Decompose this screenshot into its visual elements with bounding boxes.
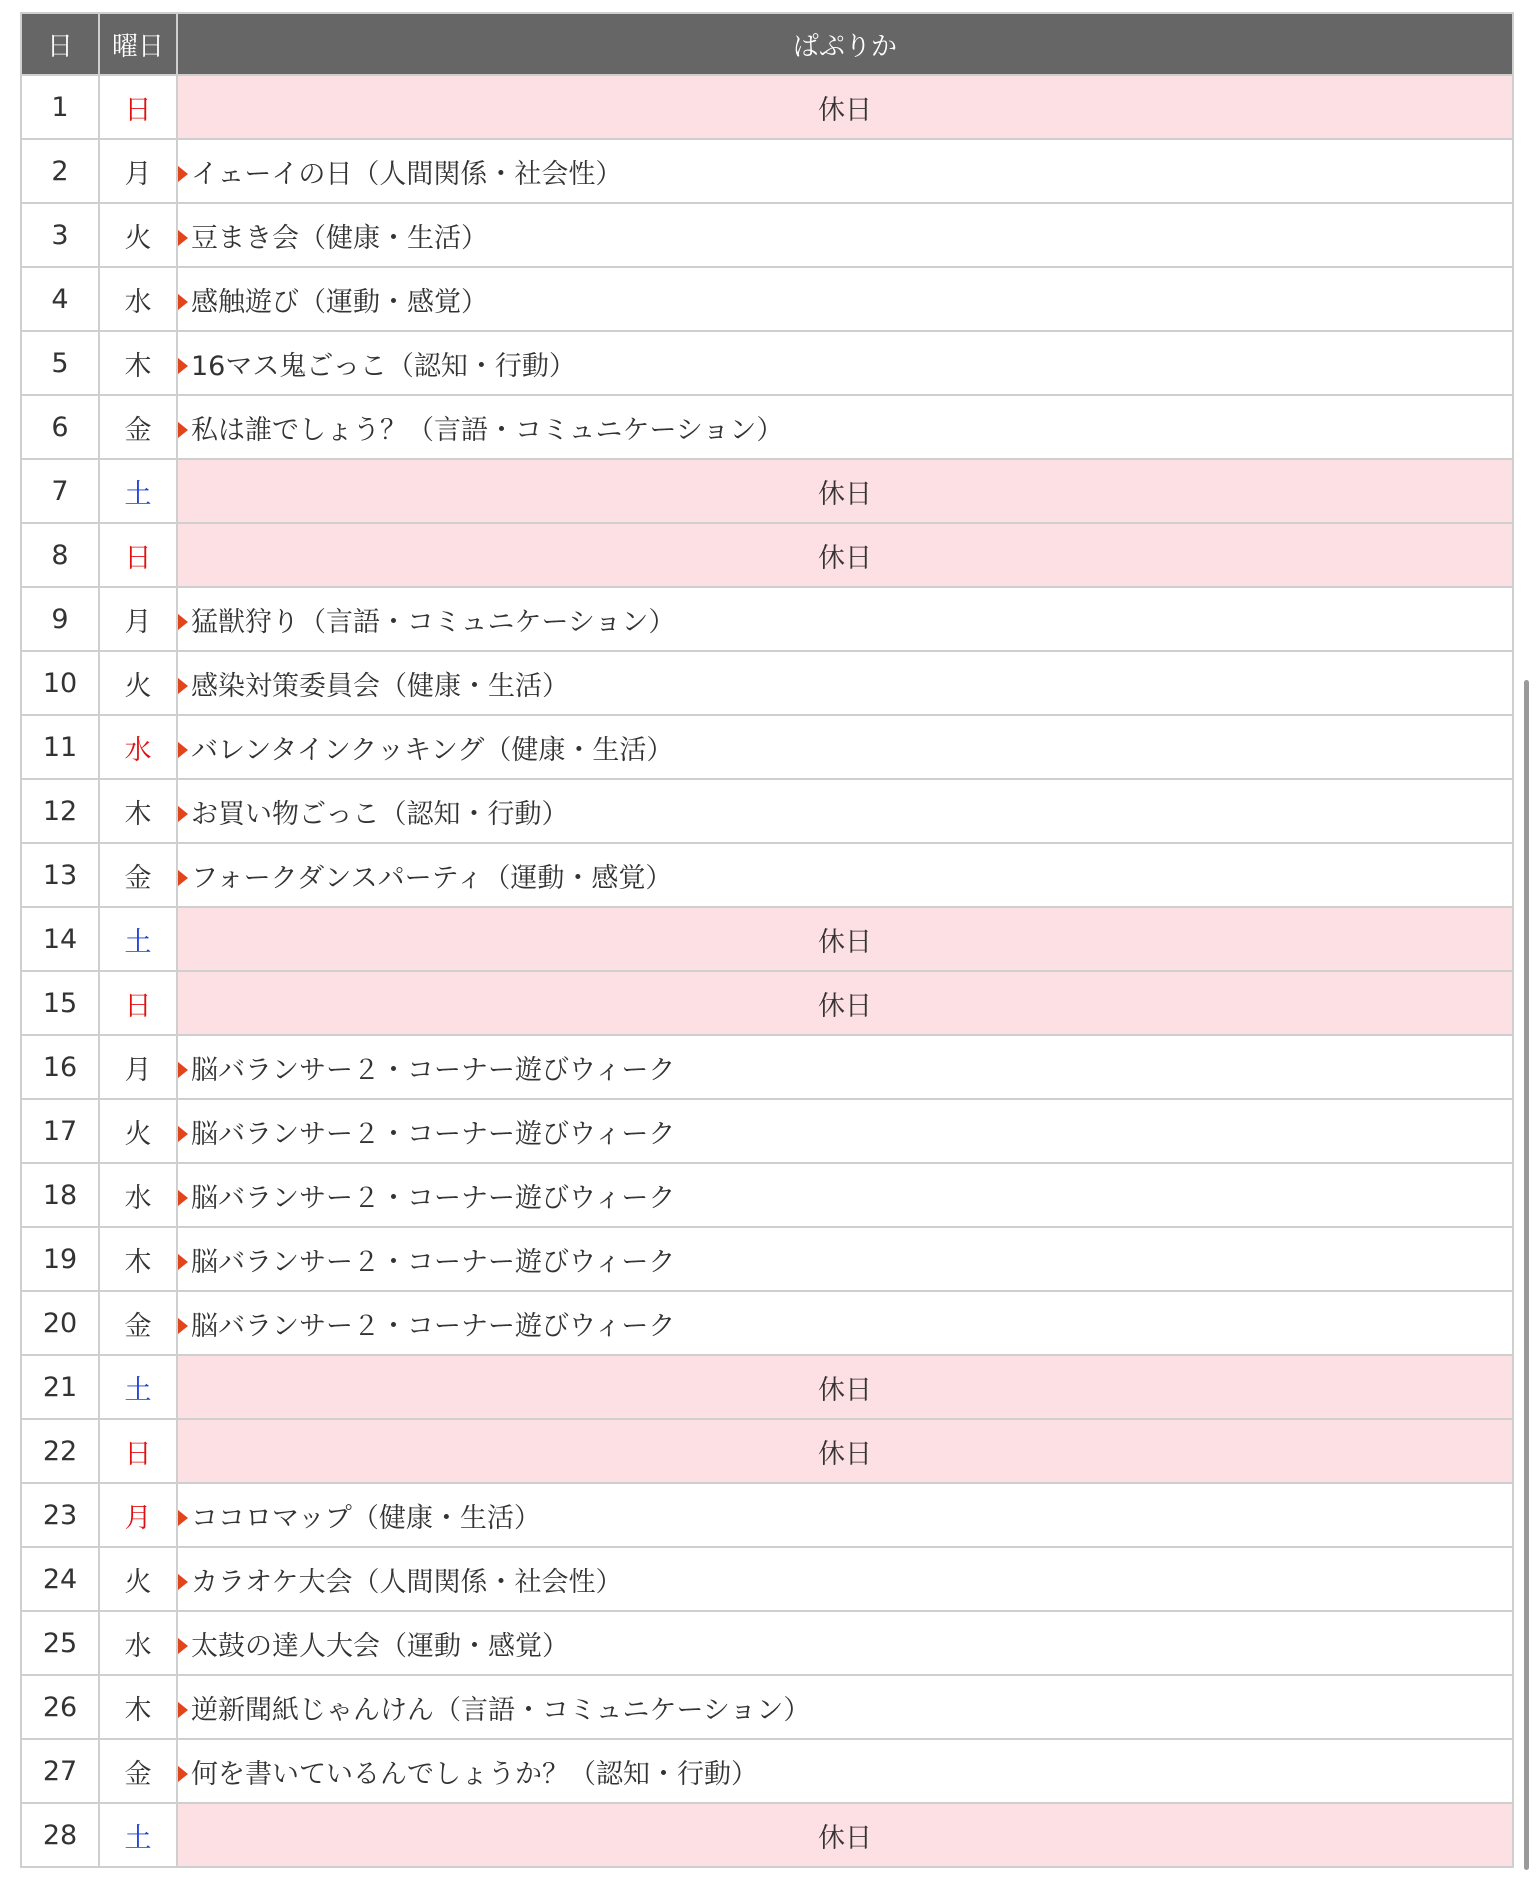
activity-label: 何を書いているんでしょうか？（認知・行動） [191, 1758, 758, 1790]
weekday: 金 [99, 1291, 177, 1355]
table-row [21, 971, 1513, 1035]
triangle-marker-icon [178, 1190, 188, 1206]
triangle-marker-icon [178, 1318, 188, 1334]
table-row [21, 1739, 1513, 1803]
table-row [21, 1483, 1513, 1547]
activity-label: 脳バランサー２・コーナー遊びウィーク [191, 1246, 676, 1278]
weekday: 日 [99, 523, 177, 587]
header-weekday: 曜日 [99, 13, 177, 75]
day-number: 16 [21, 1035, 99, 1099]
holiday-cell [177, 459, 1513, 523]
weekday: 土 [99, 907, 177, 971]
day-number: 6 [21, 395, 99, 459]
day-number: 13 [21, 843, 99, 907]
table-row [21, 651, 1513, 715]
table-row [21, 1035, 1513, 1099]
activity-cell [177, 587, 1513, 651]
schedule-table [20, 12, 1514, 1868]
table-row [21, 587, 1513, 651]
day-number: 26 [21, 1675, 99, 1739]
triangle-marker-icon [178, 358, 188, 374]
weekday: 水 [99, 1611, 177, 1675]
weekday: 月 [99, 587, 177, 651]
activity-label: 豆まき会（健康・生活） [191, 222, 488, 254]
triangle-marker-icon [178, 422, 188, 438]
triangle-marker-icon [178, 1702, 188, 1718]
holiday-cell [177, 1419, 1513, 1483]
day-number: 14 [21, 907, 99, 971]
holiday-cell [177, 1355, 1513, 1419]
activity-cell [177, 1163, 1513, 1227]
table-row [21, 267, 1513, 331]
day-number: 15 [21, 971, 99, 1035]
table-row [21, 1803, 1513, 1867]
activity-label: イェーイの日（人間関係・社会性） [191, 158, 623, 190]
activity-label: 休日 [818, 990, 872, 1022]
day-number: 3 [21, 203, 99, 267]
day-number: 4 [21, 267, 99, 331]
table-row [21, 1547, 1513, 1611]
table-row [21, 1291, 1513, 1355]
holiday-cell [177, 907, 1513, 971]
scrollbar[interactable] [1524, 680, 1529, 1870]
weekday: 日 [99, 1419, 177, 1483]
weekday: 月 [99, 1483, 177, 1547]
activity-cell [177, 1483, 1513, 1547]
day-number: 1 [21, 75, 99, 139]
activity-label: 休日 [818, 1438, 872, 1470]
triangle-marker-icon [178, 1574, 188, 1590]
day-number: 7 [21, 459, 99, 523]
weekday: 金 [99, 1739, 177, 1803]
activity-label: 私は誰でしょう？（言語・コミュニケーション） [191, 414, 784, 446]
day-number: 2 [21, 139, 99, 203]
weekday: 金 [99, 395, 177, 459]
table-row [21, 1611, 1513, 1675]
activity-label: 休日 [818, 478, 872, 510]
activity-label: 脳バランサー２・コーナー遊びウィーク [191, 1182, 676, 1214]
triangle-marker-icon [178, 806, 188, 822]
activity-cell [177, 1291, 1513, 1355]
day-number: 12 [21, 779, 99, 843]
header-row [21, 13, 1513, 75]
triangle-marker-icon [178, 678, 188, 694]
weekday: 火 [99, 1099, 177, 1163]
activity-label: 休日 [818, 926, 872, 958]
table-row [21, 843, 1513, 907]
activity-cell [177, 1675, 1513, 1739]
day-number: 5 [21, 331, 99, 395]
activity-cell [177, 779, 1513, 843]
activity-label: カラオケ大会（人間関係・社会性） [191, 1566, 623, 1598]
triangle-marker-icon [178, 1254, 188, 1270]
activity-cell [177, 203, 1513, 267]
activity-label: 休日 [818, 94, 872, 126]
triangle-marker-icon [178, 1510, 188, 1526]
table-row [21, 1675, 1513, 1739]
header-day: 日 [21, 13, 99, 75]
triangle-marker-icon [178, 166, 188, 182]
day-number: 24 [21, 1547, 99, 1611]
activity-cell [177, 267, 1513, 331]
table-row [21, 75, 1513, 139]
triangle-marker-icon [178, 230, 188, 246]
activity-label: フォークダンスパーティ（運動・感覚） [191, 862, 673, 894]
weekday: 金 [99, 843, 177, 907]
day-number: 9 [21, 587, 99, 651]
day-number: 17 [21, 1099, 99, 1163]
table-row [21, 1099, 1513, 1163]
weekday: 水 [99, 715, 177, 779]
day-number: 10 [21, 651, 99, 715]
activity-label: 逆新聞紙じゃんけん（言語・コミュニケーション） [191, 1694, 811, 1726]
triangle-marker-icon [178, 1062, 188, 1078]
weekday: 水 [99, 267, 177, 331]
activity-label: ココロマップ（健康・生活） [191, 1502, 541, 1534]
activity-label: 休日 [818, 542, 872, 574]
table-row [21, 1355, 1513, 1419]
day-number: 28 [21, 1803, 99, 1867]
activity-label: 休日 [818, 1374, 872, 1406]
table-row [21, 779, 1513, 843]
table-row [21, 523, 1513, 587]
activity-cell [177, 715, 1513, 779]
activity-cell [177, 1099, 1513, 1163]
table-row [21, 1227, 1513, 1291]
table-row [21, 203, 1513, 267]
day-number: 23 [21, 1483, 99, 1547]
weekday: 火 [99, 651, 177, 715]
day-number: 18 [21, 1163, 99, 1227]
table-row [21, 331, 1513, 395]
day-number: 22 [21, 1419, 99, 1483]
activity-label: 感染対策委員会（健康・生活） [191, 670, 569, 702]
activity-cell [177, 331, 1513, 395]
table-row [21, 907, 1513, 971]
activity-label: 脳バランサー２・コーナー遊びウィーク [191, 1118, 676, 1150]
activity-label: 休日 [818, 1822, 872, 1854]
activity-label: バレンタインクッキング（健康・生活） [191, 734, 674, 766]
weekday: 月 [99, 139, 177, 203]
weekday: 水 [99, 1163, 177, 1227]
day-number: 19 [21, 1227, 99, 1291]
weekday: 土 [99, 459, 177, 523]
header-title: ぱぷりか [177, 13, 1513, 75]
day-number: 27 [21, 1739, 99, 1803]
table-row [21, 1163, 1513, 1227]
activity-label: 感触遊び（運動・感覚） [191, 286, 488, 318]
activity-cell [177, 651, 1513, 715]
weekday: 木 [99, 1675, 177, 1739]
activity-cell [177, 843, 1513, 907]
triangle-marker-icon [178, 1638, 188, 1654]
activity-label: お買い物ごっこ（認知・行動） [191, 798, 569, 830]
triangle-marker-icon [178, 742, 188, 758]
holiday-cell [177, 971, 1513, 1035]
triangle-marker-icon [178, 614, 188, 630]
activity-cell [177, 395, 1513, 459]
table-row [21, 715, 1513, 779]
triangle-marker-icon [178, 294, 188, 310]
activity-cell [177, 1227, 1513, 1291]
triangle-marker-icon [178, 1766, 188, 1782]
holiday-cell [177, 1803, 1513, 1867]
day-number: 8 [21, 523, 99, 587]
activity-label: 猛獣狩り（言語・コミュニケーション） [191, 606, 676, 638]
day-number: 11 [21, 715, 99, 779]
weekday: 日 [99, 971, 177, 1035]
activity-cell [177, 1739, 1513, 1803]
table-row [21, 139, 1513, 203]
holiday-cell [177, 523, 1513, 587]
weekday: 土 [99, 1803, 177, 1867]
table-row [21, 1419, 1513, 1483]
triangle-marker-icon [178, 1126, 188, 1142]
weekday: 土 [99, 1355, 177, 1419]
activity-label: 脳バランサー２・コーナー遊びウィーク [191, 1310, 676, 1342]
activity-cell [177, 1035, 1513, 1099]
weekday: 木 [99, 331, 177, 395]
weekday: 日 [99, 75, 177, 139]
weekday: 木 [99, 779, 177, 843]
activity-label: 太鼓の達人大会（運動・感覚） [191, 1630, 569, 1662]
table-row [21, 459, 1513, 523]
activity-label: 脳バランサー２・コーナー遊びウィーク [191, 1054, 676, 1086]
day-number: 20 [21, 1291, 99, 1355]
activity-cell [177, 1547, 1513, 1611]
weekday: 火 [99, 1547, 177, 1611]
activity-cell [177, 139, 1513, 203]
weekday: 木 [99, 1227, 177, 1291]
activity-label: 16マス鬼ごっこ（認知・行動） [191, 350, 576, 382]
weekday: 月 [99, 1035, 177, 1099]
weekday: 火 [99, 203, 177, 267]
activity-cell [177, 1611, 1513, 1675]
table-row [21, 395, 1513, 459]
day-number: 21 [21, 1355, 99, 1419]
holiday-cell [177, 75, 1513, 139]
triangle-marker-icon [178, 870, 188, 886]
day-number: 25 [21, 1611, 99, 1675]
